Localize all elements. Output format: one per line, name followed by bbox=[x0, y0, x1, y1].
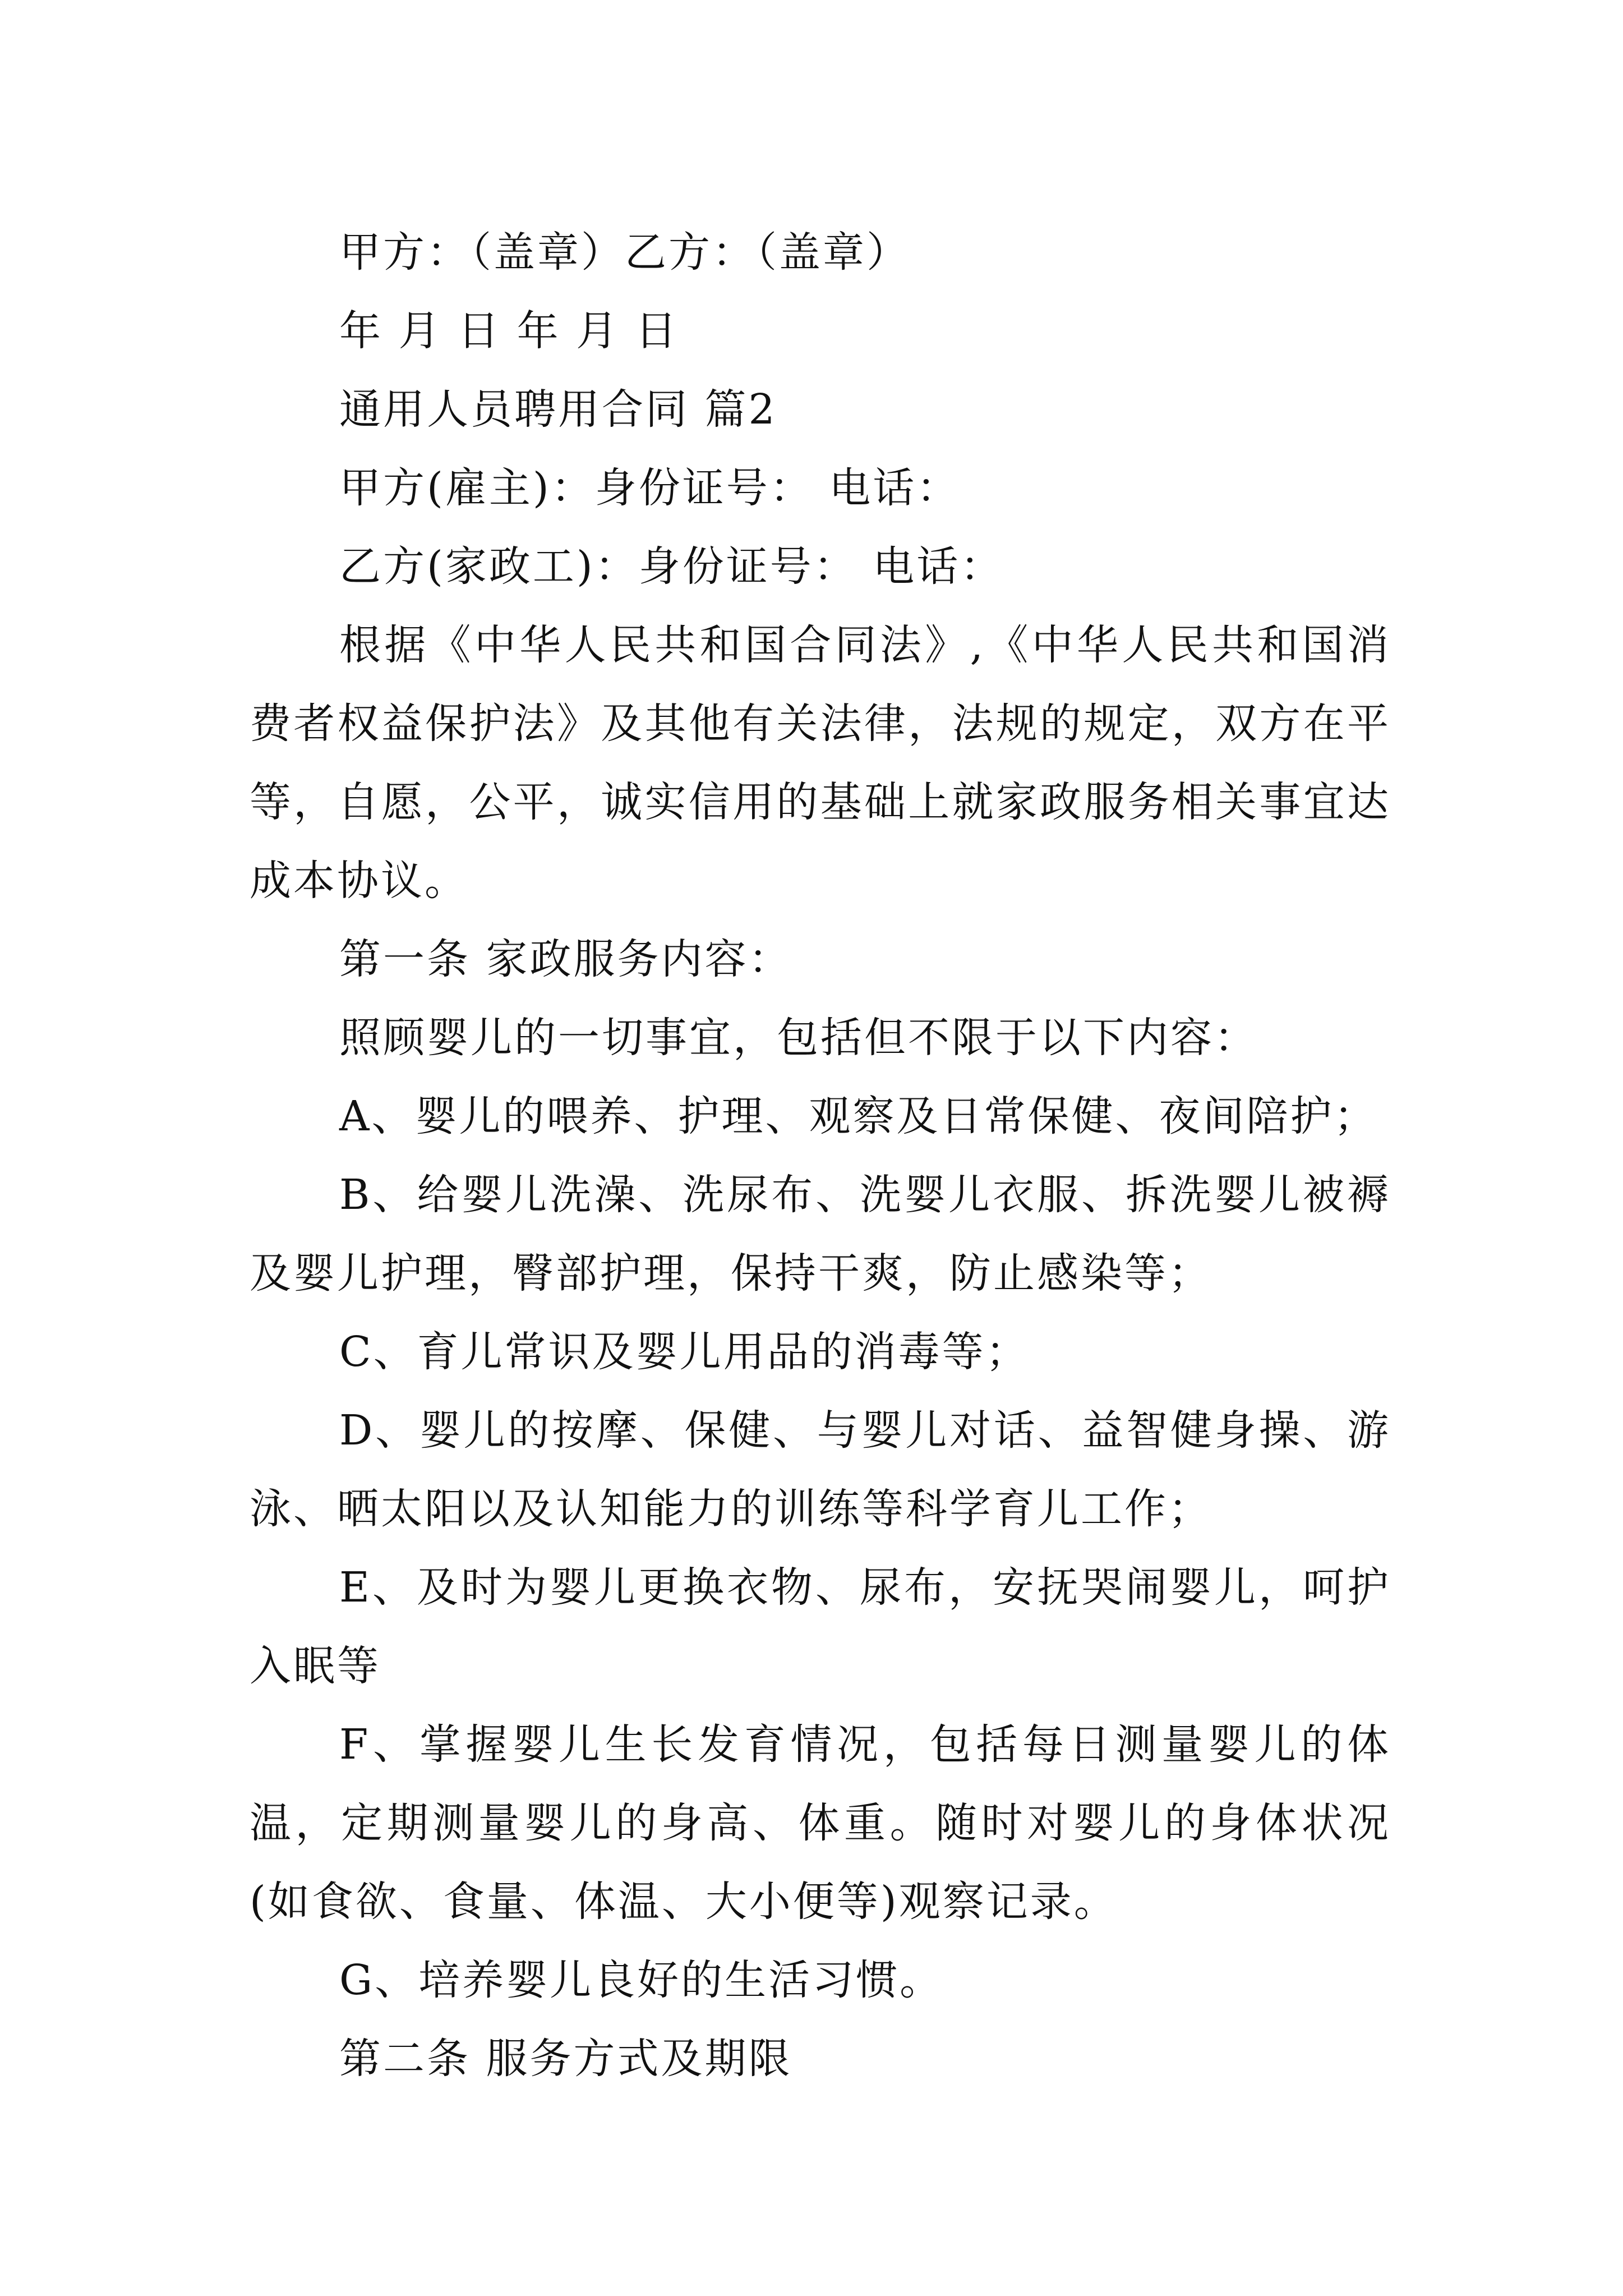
signature-line: 甲方：（盖章）乙方：（盖章） bbox=[339, 228, 910, 277]
preamble-paragraph: 根据《中华人民共和国合同法》,《中华人民共和国消费者权益保护法》及其他有关法律，法规的规定，双方在平等，自愿，公平，诚实信用的基础上就家政服务相关事宜达成本协议。 bbox=[250, 621, 1391, 905]
party-b-info: 乙方(家政工)：身份证号： 电话： bbox=[339, 542, 1004, 591]
article-2-heading: 第二条 服务方式及期限 bbox=[339, 2035, 792, 2083]
service-item-d: D、婴儿的按摩、保健、与婴儿对话、益智健身操、游泳、晒太阳以及认知能力的训练等科学育儿工作； bbox=[250, 1406, 1391, 1533]
service-item-a: A、婴儿的喂养、护理、观察及日常保健、夜间陪护； bbox=[339, 1092, 1378, 1140]
service-item-g: G、培养婴儿良好的生活习惯。 bbox=[339, 1956, 944, 2004]
service-item-c: C、育儿常识及婴儿用品的消毒等； bbox=[339, 1328, 1030, 1376]
service-item-b: B、给婴儿洗澡、洗尿布、洗婴儿衣服、拆洗婴儿被褥及婴儿护理，臀部护理，保持干爽，防止感染等； bbox=[250, 1171, 1391, 1297]
party-a-info: 甲方(雇主)：身份证号： 电话： bbox=[339, 464, 961, 512]
service-item-e: E、及时为婴儿更换衣物、尿布，安抚哭闹婴儿，呵护入眠等 bbox=[250, 1563, 1391, 1690]
article-1-intro: 照顾婴儿的一切事宜，包括但不限于以下内容： bbox=[339, 1014, 1258, 1062]
service-item-f: F、掌握婴儿生长发育情况，包括每日测量婴儿的体温，定期测量婴儿的身高、体重。随时对婴儿的身体状况(如食欲、食量、体温、大小便等)观察记录。 bbox=[250, 1720, 1391, 1926]
contract-title: 通用人员聘用合同 篇2 bbox=[339, 385, 777, 434]
date-line: 年 月 日 年 月 日 bbox=[339, 307, 679, 355]
document-body bbox=[250, 213, 1391, 2098]
article-1-heading: 第一条 家政服务内容： bbox=[339, 935, 792, 983]
